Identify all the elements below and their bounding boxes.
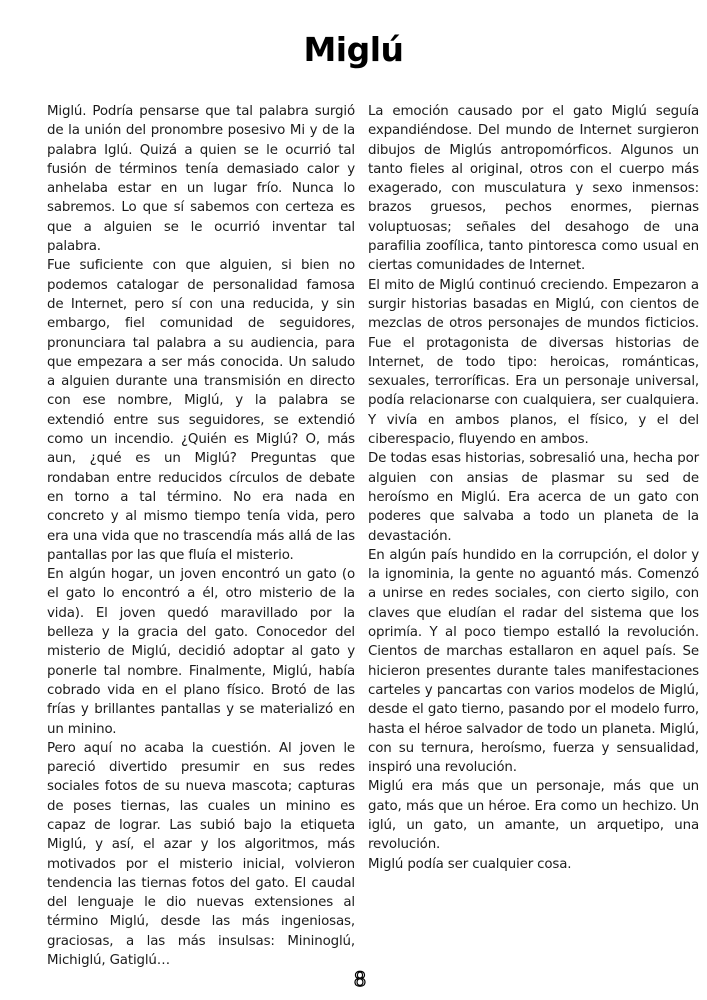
page-title: Miglú [303,30,404,69]
paragraph: En algún hogar, un joven encontró un gato (o el gato lo encontró a él, otro misterio de la vida). El joven quedó maravillado por la belleza y la gracia del gato. Conocedor del misterio de Miglú, decidió adoptar al gato y ponerle tal nombre. Finalmente, Miglú, había cobrado vida en el plano físico. Brotó de las frías y brillantes pantallas y se materializó en un minino. [47,567,355,737]
paragraph: Fue suficiente con que alguien, si bien no podemos catalogar de personalidad famosa de Internet, pero sí con una reducida, y sin embargo, fiel comunidad de seguidores, pronunciara tal palabra a su audiencia, para que empezara a ser más conocida. Un saludo a alguien durante una transmisión en directo con ese nombre, Miglú, y la palabra se extendió entre sus seguidores, se extendió como un incendio. ¿Quién es Miglú? O, más aun, ¿qué es un Miglú? Preguntas que rondaban entre reducidos círculos de debate en torno a tal término. No era nada en concreto y al mismo tiempo tenía vida, pero era una vida que no trascendía más allá de las pantallas por las que fluía el misterio. [47,258,355,563]
paragraph: La emoción causado por el gato Miglú seguía expandiéndose. Del mundo de Internet surgieron dibujos de Miglús antropomórficos. Algunos un tanto fieles al original, otros con el cuerpo más exagerado, con musculatura y sexo inmensos: brazos gruesos, pechos enormes, piernas voluptuosas; señales del desahogo de una parafilia zoofílica, tanto pintoresca como usual en ciertas comunidades de Internet. [368,104,699,274]
paragraph: Miglú podía ser cualquier cosa. [368,856,572,872]
paragraph: De todas esas historias, sobresalió una, hecha por alguien con ansias de plasmar su sed de heroísmo en Miglú. Era acerca de un gato con poderes que salvaba a todo un planeta de la devastación. [368,451,699,544]
left-column [47,102,355,970]
paragraph: Pero aquí no acaba la cuestión. Al joven le pareció divertido presumir en sus redes sociales fotos de su nueva mascota; capturas de poses tiernas, las cuales un minino es capaz de lograr. Las subió bajo la etiqueta Miglú, y así, el azar y los algoritmos, más motivados por el misterio inicial, volvieron tendencia las tiernas fotos del gato. El caudal del lenguaje le dio nuevas extensiones al término Miglú, desde las más ingeniosas, graciosas, a las más insulsas: Mininoglú, Michiglú, Gatiglú… [47,740,355,969]
paragraph: En algún país hundido en la corrupción, el dolor y la ignominia, la gente no aguantó más. Comenzó a unirse en redes sociales, con cierto sigilo, con claves que eludían el radar del sistema que los oprimía. Y al poco tiempo estalló la revolución. Cientos de marchas estallaron en aquel país. Se hicieron presentes durante tales manifestaciones carteles y pancartas con varios modelos de Miglú, desde el gato tierno, pasando por el modelo furro, hasta el héroe salvador de todo un planeta. Miglú, con su ternura, heroísmo, fuerza y sensualidad, inspiró una revolución. [368,547,699,776]
paragraph: El mito de Miglú continuó creciendo. Empezaron a surgir historias basadas en Miglú, con cientos de mezclas de otros personajes de mundos ficticios. Fue el protagonista de diversas historias de Internet, de todo tipo: heroicas, románticas, sexuales, terroríficas. Era un personaje universal, podía relacionarse con cualquiera, ser cualquiera. Y vivía en ambos planos, el físico, y el del ciberespacio, fluyendo en ambos. [368,277,699,448]
paragraph: Miglú. Podría pensarse que tal palabra surgió de la unión del pronombre posesivo Mi y de la palabra Iglú. Quizá a quien se le ocurrió tal fusión de términos tenía demasiado calor y anhelaba estar en un lugar frío. Nunca lo sabremos. Lo que sí sabemos con certeza es que a alguien se le ocurrió inventar tal palabra. [47,104,355,255]
right-column [368,102,699,874]
paragraph: Miglú era más que un personaje, más que un gato, más que un héroe. Era como un hechizo. Un iglú, un gato, un amante, un arquetipo, una revolución. [368,779,699,853]
page-number: 8 [353,967,367,991]
